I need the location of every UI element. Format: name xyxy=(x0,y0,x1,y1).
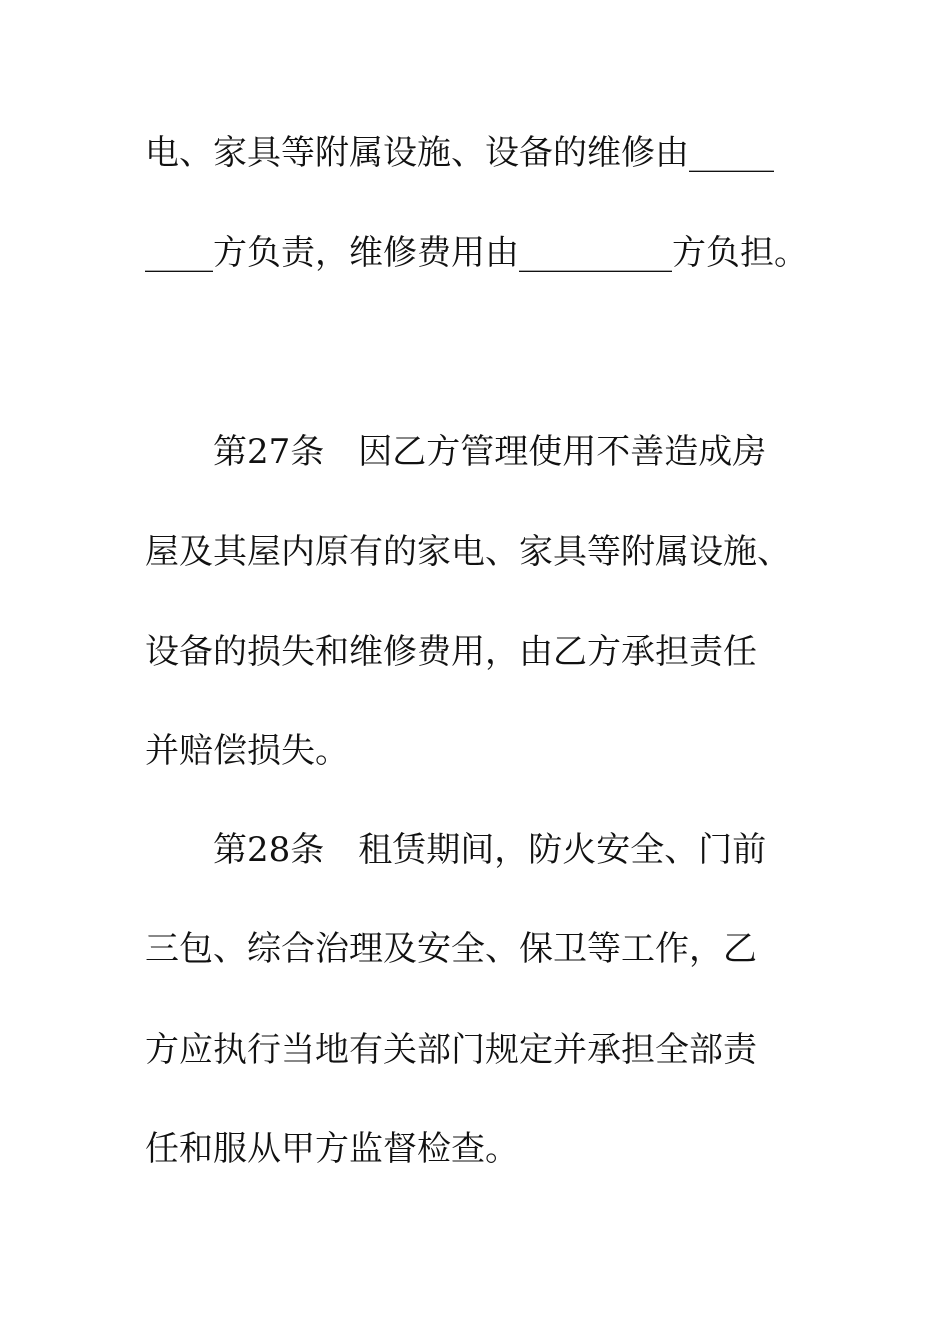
text-line: 屋及其屋内原有的家电、家具等附属设施、 xyxy=(145,532,791,572)
text-line: 设备的损失和维修费用，由乙方承担责任 xyxy=(145,632,757,672)
text-line: 电、家具等附属设施、设备的维修由_____ xyxy=(145,133,774,173)
text-line: 并赔偿损失。 xyxy=(145,731,349,771)
text-line: ____方负责，维修费用由_________方负担。 xyxy=(145,233,808,273)
article-28-heading-line: 第28条 租赁期间，防火安全、门前 xyxy=(213,830,767,870)
text-line: 三包、综合治理及安全、保卫等工作，乙 xyxy=(145,929,757,969)
text-line: 方应执行当地有关部门规定并承担全部责 xyxy=(145,1030,757,1070)
text-line: 任和服从甲方监督检查。 xyxy=(145,1129,519,1169)
article-27-heading-line: 第27条 因乙方管理使用不善造成房 xyxy=(213,432,767,472)
